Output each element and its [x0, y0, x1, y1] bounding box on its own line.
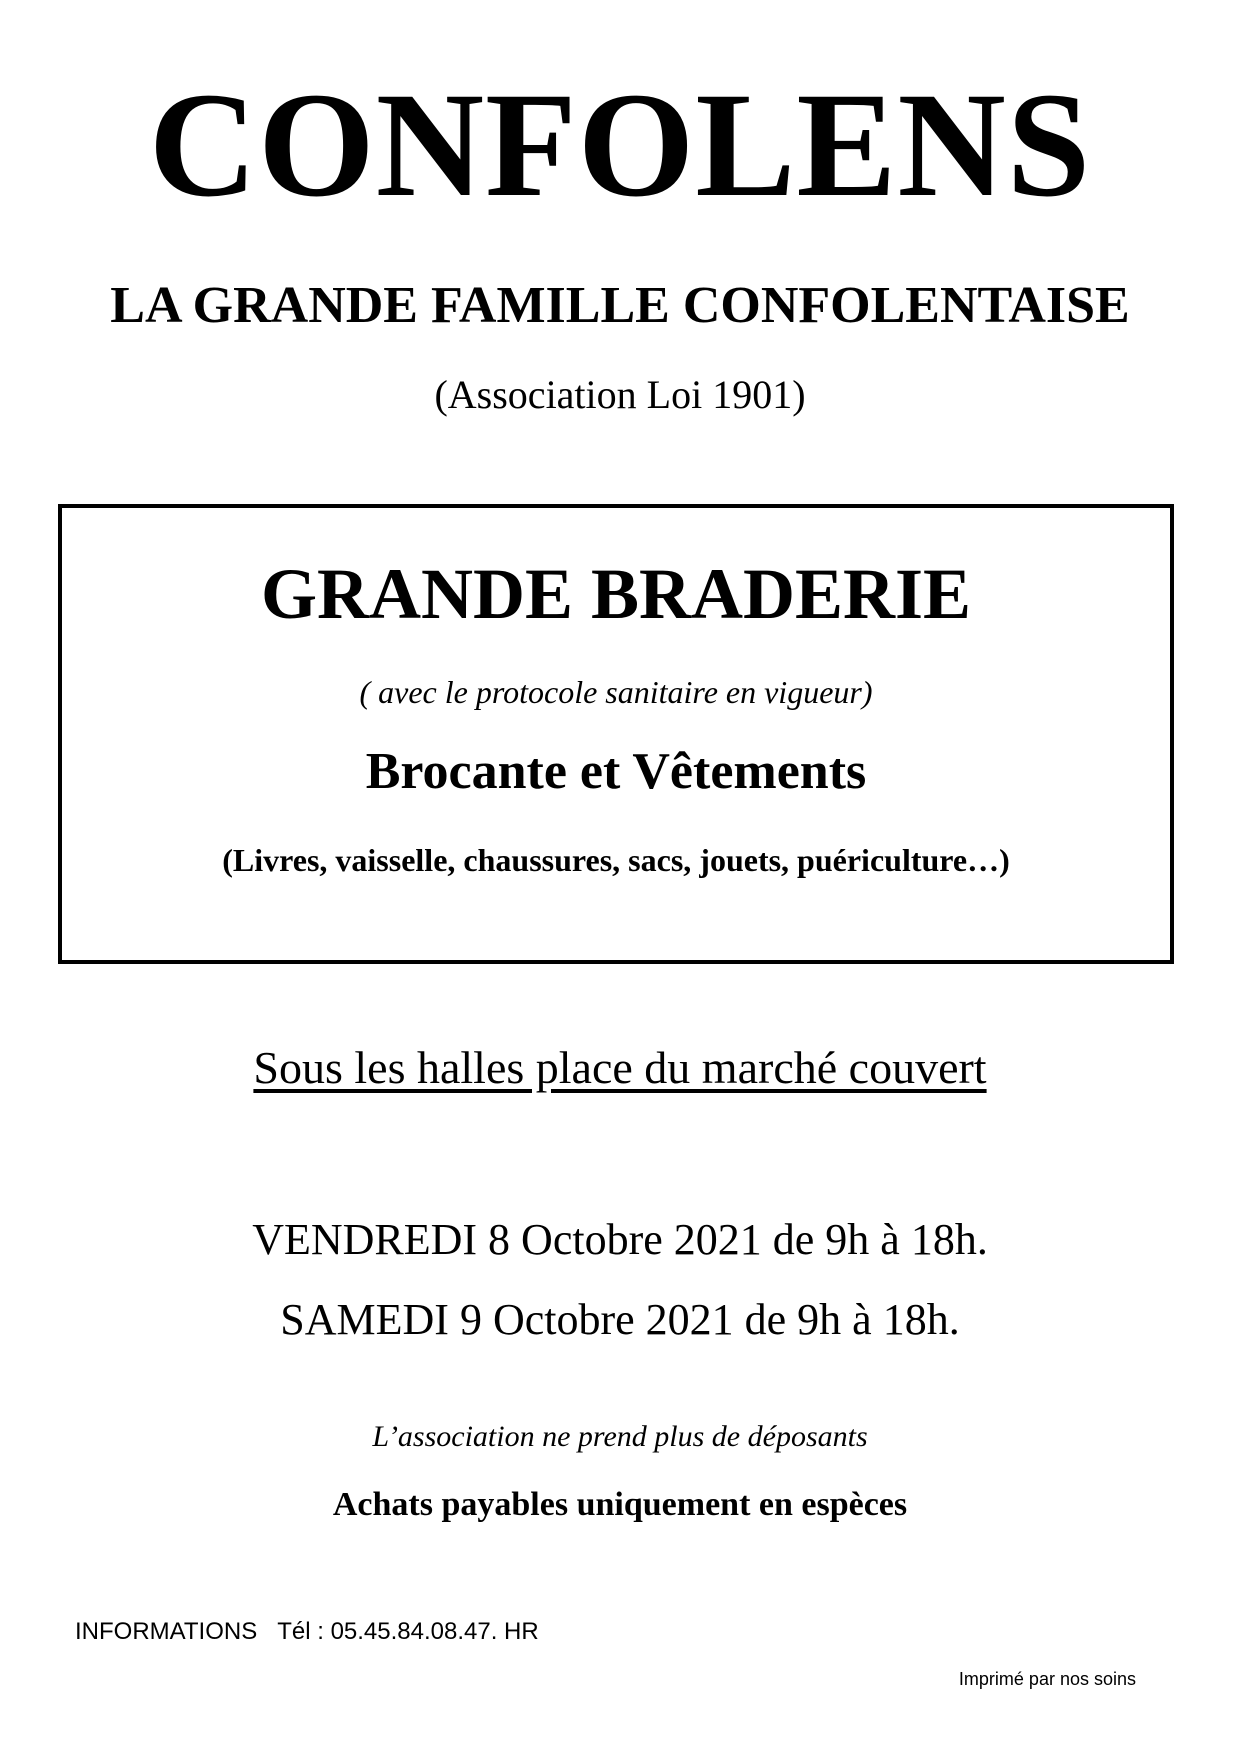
sanitary-protocol-note: ( avec le protocole sanitaire en vigueur) — [359, 674, 873, 710]
legal-status: (Association Loi 1901) — [434, 372, 806, 417]
payment-note: Achats payables uniquement en espèces — [332, 1486, 908, 1523]
schedule-friday: VENDREDI 8 Octobre 2021 de 9h à 18h. — [252, 1215, 988, 1264]
event-box — [58, 504, 1174, 964]
depositors-note: L’association ne prend plus de déposants — [372, 1420, 868, 1453]
schedule-saturday: SAMEDI 9 Octobre 2021 de 9h à 18h. — [280, 1295, 960, 1344]
organization-name: LA GRANDE FAMILLE CONFOLENTAISE — [110, 277, 1130, 334]
phone-number: Tél : 05.45.84.08.47. HR — [277, 1618, 539, 1645]
items-title: Brocante et Vêtements — [365, 743, 867, 800]
event-location — [0, 1042, 1240, 1093]
info-label: INFORMATIONS — [75, 1618, 258, 1645]
town-title: CONFOLENS — [148, 62, 1092, 228]
event-title: GRANDE BRADERIE — [260, 554, 972, 634]
items-list: (Livres, vaisselle, chaussures, sacs, jouets, puériculture…) — [222, 842, 1010, 878]
printed-by-note: Imprimé par nos soins — [958, 1669, 1136, 1689]
contact-info — [75, 1620, 539, 1644]
event-location-text: Sous les halles place du marché couvert — [253, 1042, 987, 1093]
